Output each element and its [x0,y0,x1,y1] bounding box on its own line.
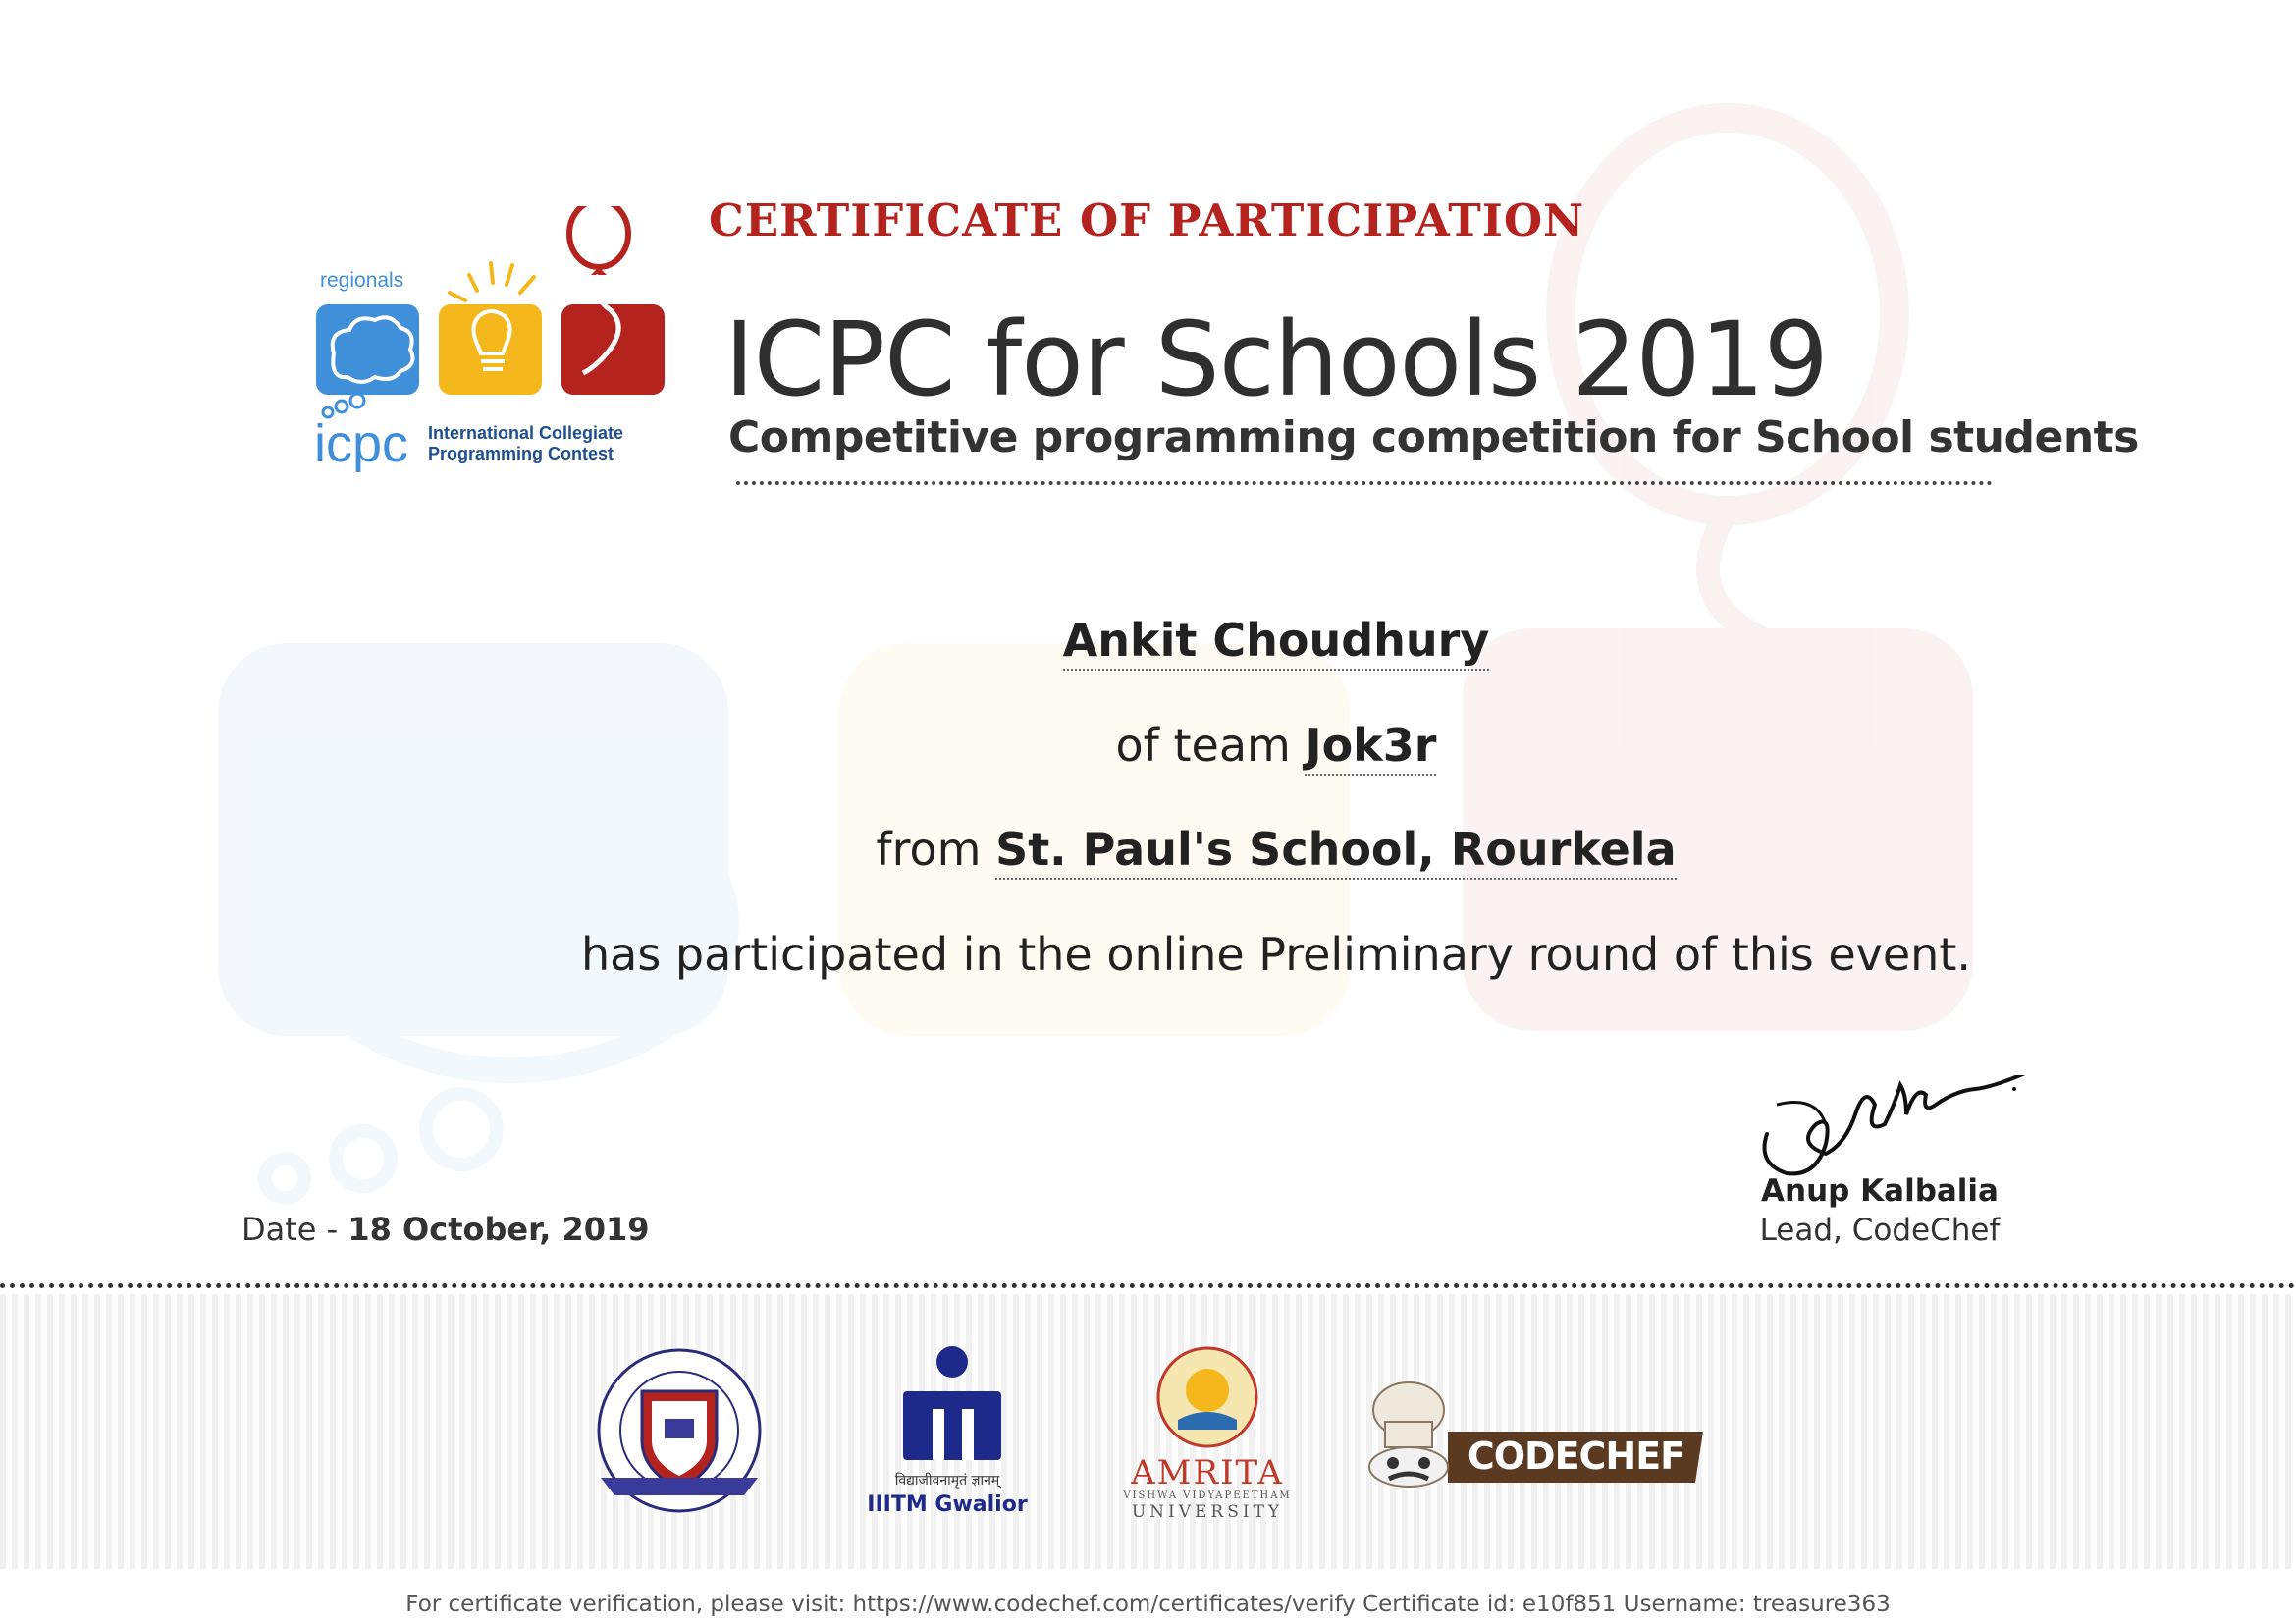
school-prefix: from [876,823,982,876]
amrita-subtitle: VISHWA VIDYAPEETHAM [1123,1490,1292,1501]
amrita-name: AMRITA [1131,1453,1284,1492]
recipient-line [0,614,2296,667]
date-line [241,1211,650,1248]
school-name: St. Paul's School, Rourkela [995,823,1677,880]
school-line [0,823,2296,876]
event-subtitle: Competitive programming competition for School students [728,412,2139,462]
signer-name: Anup Kalbalia [1761,1173,1999,1209]
footer-divider [0,1283,2296,1288]
team-line [0,719,2296,772]
sponsor-band [0,1294,2296,1569]
amrita-university: UNIVERSITY [1131,1502,1284,1522]
certificate-heading: CERTIFICATE OF PARTICIPATION [709,194,1585,246]
icpc-logo [312,206,675,476]
org-line-1: International Collegiate [428,423,624,443]
header-divider [736,481,1993,485]
recipient-name: Ankit Choudhury [1063,614,1490,671]
event-title: ICPC for Schools 2019 [724,299,1828,419]
amrita-emblem-icon [1153,1343,1261,1451]
codechef-wordmark: CODECHEF [1467,1435,1685,1478]
icpc-wordmark: icpc [314,414,409,473]
participation-statement: has participated in the online Preliminary round of this event. [581,928,1971,981]
iiitm-name: IIITM Gwalior [867,1492,1028,1517]
regionals-label: regionals [320,269,404,292]
iiit-pune-emblem-icon [581,1340,777,1527]
date-value: 18 October, 2019 [347,1211,650,1248]
verification-note: For certificate verification, please visit: https://www.codechef.com/certificates/verify Certificate id: e10f851 Username: treasure363 [405,1592,1891,1617]
signature-image [1747,1075,2032,1183]
org-line-2: Programming Contest [428,444,614,463]
team-name: Jok3r [1305,719,1436,776]
iiitm-tagline: विद्याजीवनामृतं ज्ञानम् [894,1473,1000,1489]
signer-title: Lead, CodeChef [1759,1213,2001,1248]
date-label: Date - [241,1211,339,1248]
team-prefix: of team [1115,719,1291,772]
